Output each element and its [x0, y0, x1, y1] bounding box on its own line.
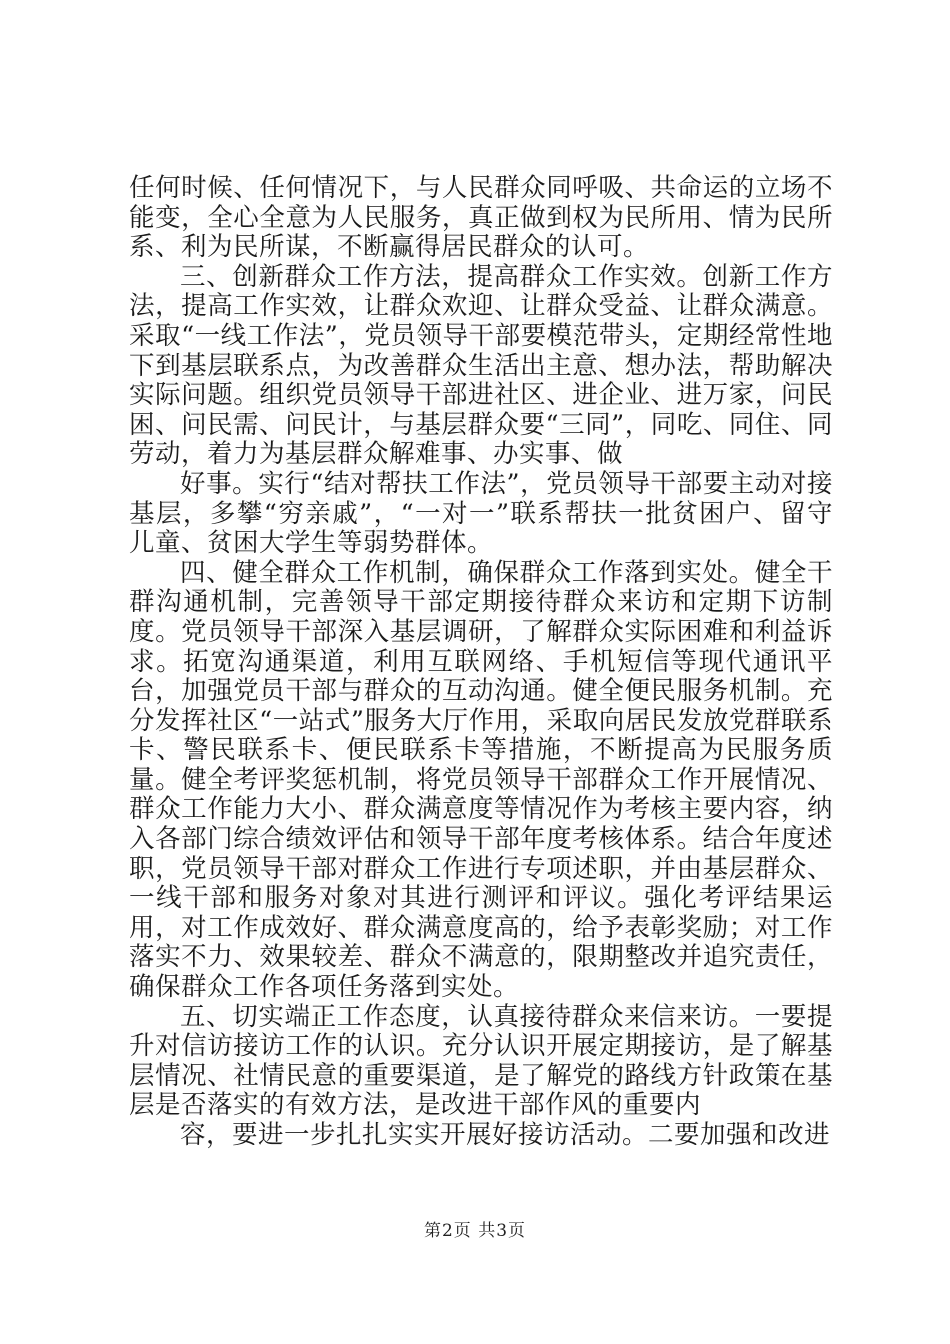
page-footer: 第2页 共3页: [423, 1221, 527, 1241]
paragraph-section-three: 三、创新群众工作方法，提高群众工作实效。创新工作方法，提高工作实效，让群众欢迎、让群众受益、让群众满意。采取“一线工作法”，党员领导干部要模范带头，定期经常性地下到基层联系点，为改善群众生活出主意、想办法，帮助解决实际问题。组织党员领导干部进社区、进企业、进万家，问民困、问民需、问民计，与基层群众要“三同”，同吃、同住、同劳动，着力为基层群众解难事、办实事、做: [129, 261, 833, 470]
paragraph-section-five: 五、切实端正工作态度，认真接待群众来信来访。一要提升对信访接访工作的认识。充分认识开展定期接访，是了解基层情况、社情民意的重要渠道，是了解党的路线方针政策在基层是否落实的有效方法，是改进干部作风的重要内: [129, 1001, 833, 1121]
paragraph-continuation: 任何时候、任何情况下，与人民群众同呼吸、共命运的立场不能变，全心全意为人民服务，真正做到权为民所用、情为民所系、利为民所谋，不断赢得居民群众的认可。: [129, 173, 833, 263]
paragraph-section-five-cont: 容，要进一步扎扎实实开展好接访活动。二要加强和改进: [180, 1120, 831, 1150]
paragraph-section-four: 四、健全群众工作机制，确保群众工作落到实处。健全干群沟通机制，完善领导干部定期接待群众来访和定期下访制度。党员领导干部深入基层调研，了解群众实际困难和利益诉求。拓宽沟通渠道，利用互联网络、手机短信等现代通讯平台，加强党员干部与群众的互动沟通。健全便民服务机制。充分发挥社区“一站式”服务大厅作用，采取向居民发放党群联系卡、警民联系卡、便民联系卡等措施，不断提高为民服务质量。健全考评奖惩机制，将党员领导干部群众工作开展情况、群众工作能力大小、群众满意度等情况作为考核主要内容，纳入各部门综合绩效评估和领导干部年度考核体系。结合年度述职，党员领导干部对群众工作进行专项述职，并由基层群众、一线干部和服务对象对其进行测评和评议。强化考评结果运用，对工作成效好、群众满意度高的，给予表彰奖励；对工作落实不力、效果较差、群众不满意的，限期整改并追究责任，确保群众工作各项任务落到实处。: [129, 557, 833, 1003]
document-body: [129, 174, 833, 1151]
paragraph-section-three-cont: 好事。实行“结对帮扶工作法”，党员领导干部要主动对接基层，多攀“穷亲戚”，“一对一”联系帮扶一批贫困户、留守儿童、贫困大学生等弱势群体。: [129, 468, 833, 559]
